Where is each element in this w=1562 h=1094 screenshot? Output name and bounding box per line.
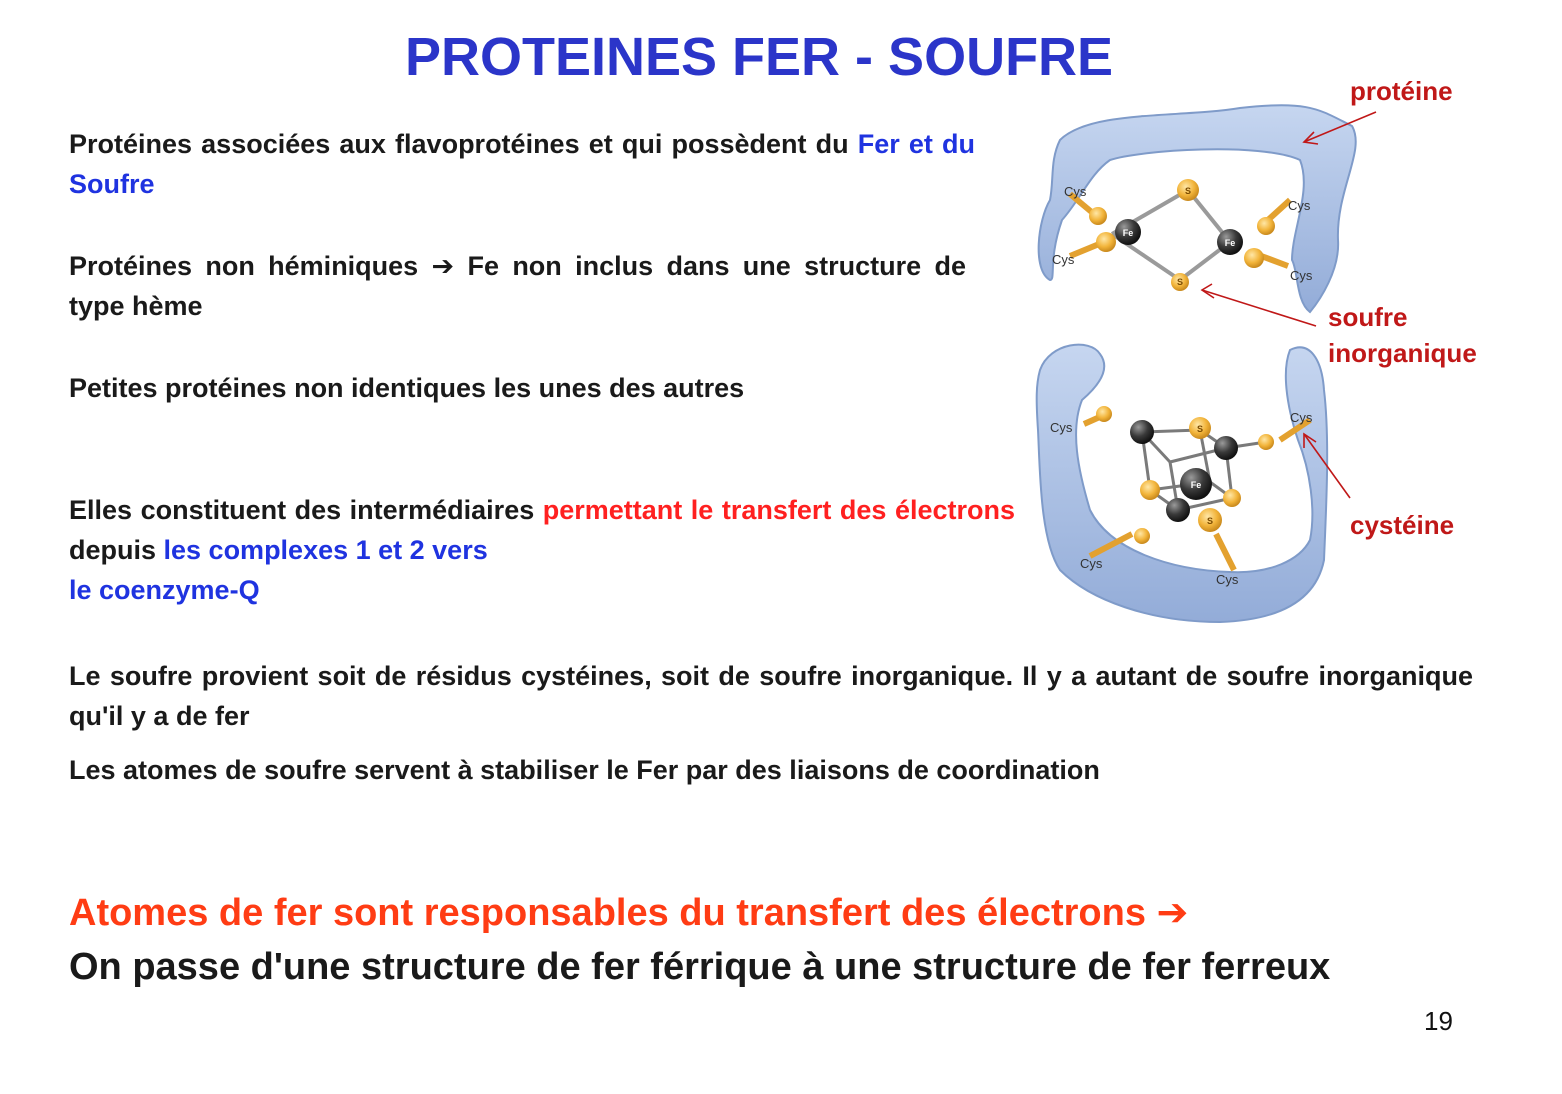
text: Le soufre provient soit de résidus cystéines, soit de soufre inorganique. Il y a autant de soufre inorganique qu'il y a de fer	[69, 661, 1473, 731]
label-soufre: soufre	[1328, 302, 1408, 332]
highlight-coenzyme: le coenzyme-Q	[69, 575, 260, 605]
fe-label: Fe	[1224, 238, 1236, 248]
sulfur-atom	[1096, 406, 1112, 422]
sulfur-atom	[1257, 217, 1275, 235]
highlight-complexes: les complexes 1 et 2 vers	[163, 535, 488, 565]
cys-label: Cys	[1052, 252, 1075, 267]
label-inorganique: inorganique	[1328, 338, 1477, 368]
label-cysteine: cystéine	[1350, 510, 1455, 540]
cys-label: Cys	[1080, 556, 1103, 571]
iron-atom	[1130, 420, 1154, 444]
arrow-icon: ➔	[431, 251, 455, 281]
text: Protéines non héminiques	[69, 251, 432, 281]
cys-label: Cys	[1050, 420, 1073, 435]
highlight-transfert: permettant le transfert des électrons	[542, 495, 1015, 525]
s-label: S	[1206, 516, 1214, 526]
sulfur-atom	[1140, 480, 1160, 500]
sulfur-atom	[1244, 248, 1264, 268]
sulfur-atom	[1096, 232, 1116, 252]
sulfur-atom	[1223, 489, 1241, 507]
arrow-icon: ➔	[1156, 892, 1189, 934]
page-number: 19	[1424, 1006, 1453, 1036]
cys-label: Cys	[1216, 572, 1239, 587]
text: Les atomes de soufre servent à stabiliser le Fer par des liaisons de coordination	[69, 755, 1100, 785]
fe-label: Fe	[1190, 480, 1202, 490]
text: depuis	[69, 535, 164, 565]
bonds-bottom	[1142, 430, 1266, 510]
cys-label: Cys	[1064, 184, 1087, 199]
paragraph-non-heminiques	[69, 246, 966, 326]
s-label: S	[1196, 424, 1204, 434]
conclusion-line-1	[69, 890, 1473, 936]
conclusion-line-2	[69, 942, 1479, 992]
paragraph-soufre-provient	[69, 656, 1473, 736]
text: Petites protéines non identiques les unes des autres	[69, 373, 745, 403]
paragraph-intermediaires	[69, 490, 1015, 610]
fe-label: Fe	[1122, 228, 1134, 238]
highlight-fer-soufre: Fer et du Soufre	[69, 129, 975, 199]
s-label: S	[1184, 186, 1192, 196]
s-label: S	[1176, 277, 1184, 287]
label-proteine: protéine	[1350, 76, 1453, 106]
cys-label: Cys	[1290, 410, 1313, 425]
sulfur-atom	[1089, 207, 1107, 225]
iron-atom	[1166, 498, 1190, 522]
cys-label: Cys	[1288, 198, 1311, 213]
text: Atomes de fer sont responsables du transfert des électrons	[69, 892, 1146, 934]
text: On passe d'une structure de fer férrique à une structure de fer ferreux	[69, 946, 1331, 988]
paragraph-flavoproteins	[69, 124, 975, 204]
text: Protéines associées aux flavoprotéines et qui possèdent du	[69, 129, 858, 159]
text: Fe non inclus dans une structure de type hème	[69, 251, 966, 321]
page-title: PROTEINES FER - SOUFRE	[405, 27, 1114, 87]
cys-label: Cys	[1290, 268, 1313, 283]
text: Elles constituent des intermédiaires	[69, 495, 543, 525]
iron-atom	[1214, 436, 1238, 460]
sulfur-atom	[1134, 528, 1150, 544]
paragraph-atomes-soufre	[69, 750, 1473, 790]
sulfur-atom	[1258, 434, 1274, 450]
paragraph-petites-proteines	[69, 368, 969, 408]
